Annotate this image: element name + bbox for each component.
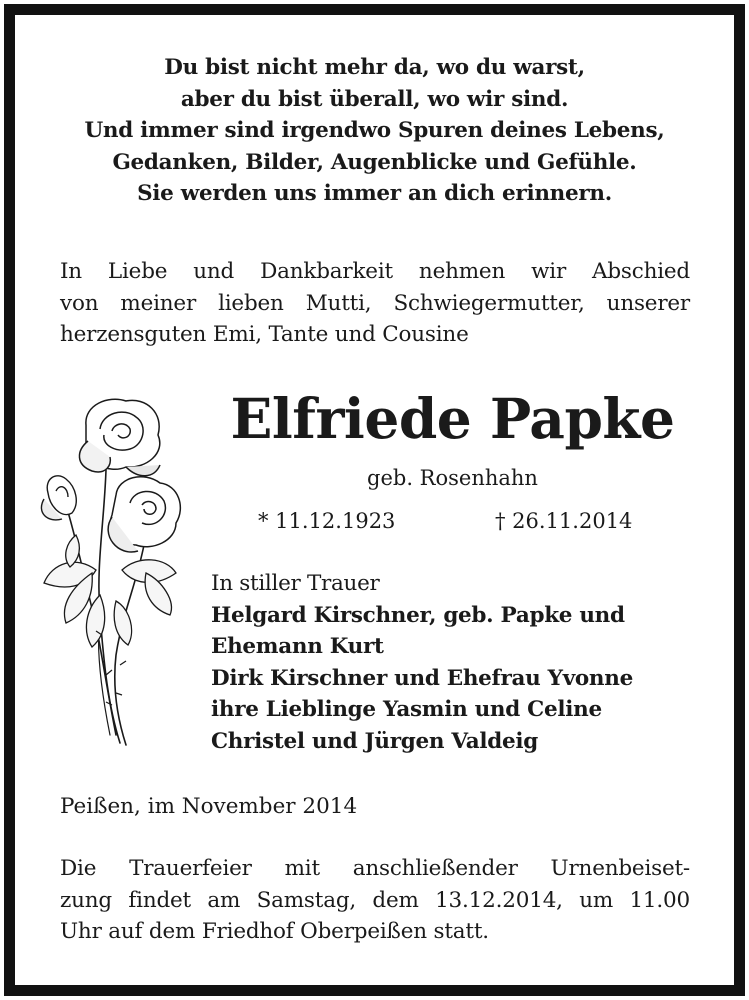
intro-line: In Liebe und Dankbarkeit nehmen wir Abschied	[60, 259, 690, 284]
mourner-line: Dirk Kirschner und Ehefrau Yvonne	[211, 665, 633, 691]
funeral-line: Die Trauerfeier mit anschließender Urnenbeiset-	[60, 856, 690, 881]
mourners-block	[211, 568, 633, 757]
roses-illustration	[26, 395, 196, 760]
intro-text	[60, 256, 690, 351]
upper-rose-icon	[79, 399, 160, 475]
funeral-info	[60, 853, 690, 948]
place-date: Peißen, im November 2014	[60, 794, 358, 819]
mourner-line: Christel und Jürgen Valdeig	[211, 728, 538, 754]
birth-name: geb. Rosenhahn	[367, 466, 538, 490]
poem-line: aber du bist überall, wo wir sind.	[180, 86, 569, 112]
poem-line: Gedanken, Bilder, Augenblicke und Gefühle.	[112, 149, 637, 175]
birth-date: * 11.12.1923	[258, 509, 396, 533]
poem-line: Du bist nicht mehr da, wo du warst,	[164, 55, 585, 80]
poem	[40, 52, 709, 210]
intro-line: von meiner lieben Mutti, Schwiegermutter, unserer	[60, 290, 690, 316]
right-rose-icon	[108, 477, 180, 552]
rose-bud-icon	[41, 476, 76, 520]
mourner-line: Ehemann Kurt	[211, 634, 384, 659]
leaves-icon	[44, 535, 176, 647]
funeral-line: zung findet am Samstag, dem 13.12.2014, um 11.00	[60, 887, 690, 913]
intro-line: herzensguten Emi, Tante und Cousine	[60, 322, 469, 347]
funeral-line: Uhr auf dem Friedhof Oberpeißen statt.	[60, 919, 489, 944]
mourners-heading: In stiller Trauer	[211, 571, 380, 596]
mourner-line: ihre Lieblinge Yasmin und Celine	[211, 697, 602, 722]
poem-line: Sie werden uns immer an dich erinnern.	[137, 181, 612, 206]
death-date: † 26.11.2014	[495, 509, 633, 533]
deceased-name: Elfriede Papke	[230, 386, 675, 451]
poem-line: Und immer sind irgendwo Spuren deines Lebens,	[84, 118, 665, 143]
mourner-line: Helgard Kirschner, geb. Papke und	[211, 602, 625, 628]
